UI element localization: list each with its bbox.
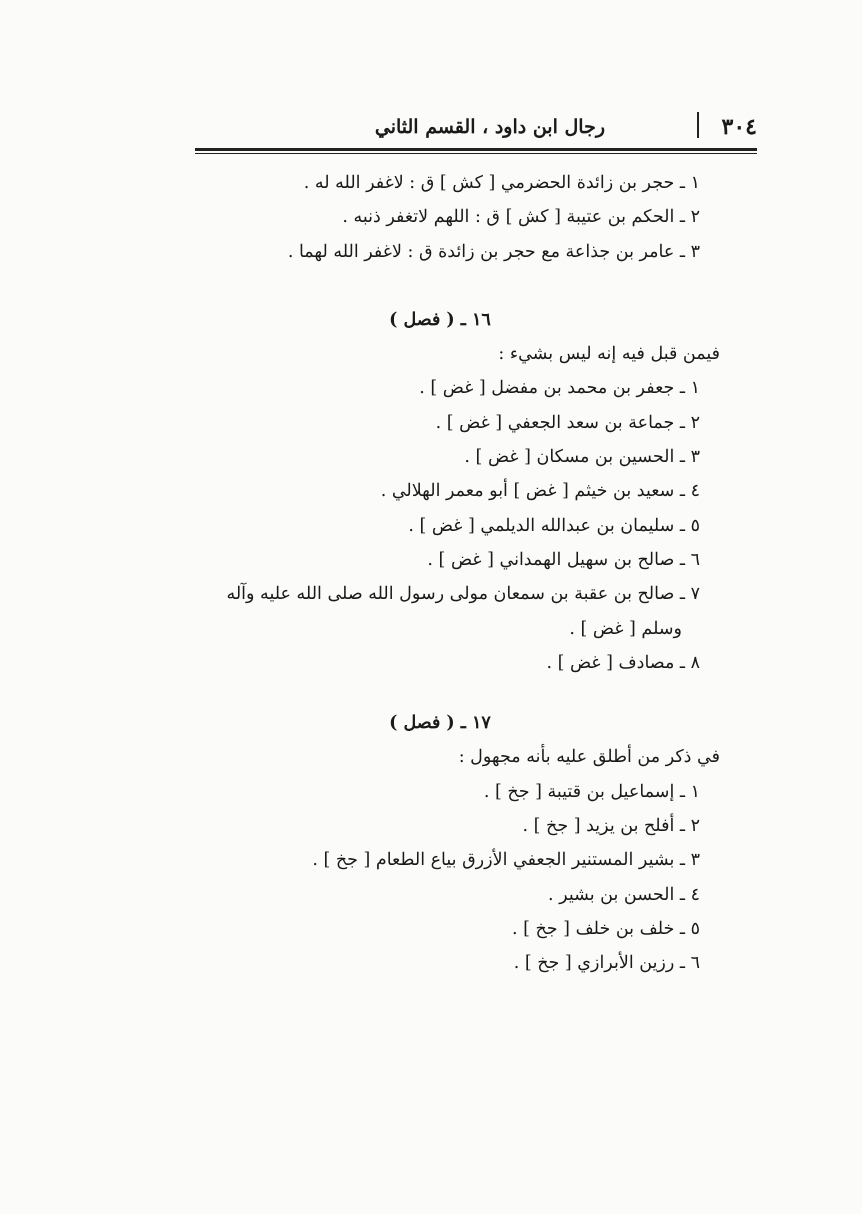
spacer bbox=[180, 269, 700, 303]
page-body bbox=[180, 166, 720, 981]
page-number: ٣٠٤ bbox=[721, 114, 757, 140]
list-item: ١ ـ حجر بن زائدة الحضرمي [ كش ] ق : لاغفر الله له . bbox=[303, 173, 700, 193]
list-item: ١ ـ إسماعيل بن قتيبة [ جخ ] . bbox=[483, 781, 700, 802]
list-item: ٢ ـ أفلح بن يزيد [ جخ ] . bbox=[522, 816, 700, 837]
list-item: ٣ ـ الحسين بن مسكان [ غض ] . bbox=[464, 447, 700, 468]
list-item: ٥ ـ خلف بن خلف [ جخ ] . bbox=[511, 918, 700, 939]
header-divider bbox=[697, 112, 699, 138]
header-rule-thin bbox=[195, 153, 757, 154]
section-17-list bbox=[180, 775, 700, 981]
list-item: ٢ ـ الحكم بن عتيبة [ كش ] ق : اللهم لاتغفر ذنبه . bbox=[342, 207, 700, 228]
list-item: ١ ـ جعفر بن محمد بن مفضل [ غض ] . bbox=[419, 378, 700, 399]
list-item: ٨ ـ مصادف [ غض ] . bbox=[546, 652, 700, 673]
list-block-1 bbox=[180, 166, 700, 269]
list-item: ٦ ـ صالح بن سهيل الهمداني [ غض ] . bbox=[427, 549, 700, 570]
header-rule-thick bbox=[195, 148, 757, 151]
page-header bbox=[195, 108, 757, 152]
section-16-heading: ١٦ ـ ( فصل ) bbox=[389, 309, 491, 330]
list-item: ٤ ـ سعيد بن خيثم [ غض ] أبو معمر الهلالي . bbox=[380, 481, 700, 502]
list-item: ٣ ـ بشير المستنير الجعفي الأزرق بياع الطعام [ جخ ] . bbox=[312, 850, 700, 871]
list-item: ٦ ـ رزين الأبرازي [ جخ ] . bbox=[513, 953, 700, 974]
section-16-intro: فيمن قبل فيه إنه ليس بشيء : bbox=[498, 344, 720, 365]
list-item: ٣ ـ عامر بن جذاعة مع حجر بن زائدة ق : لاغفر الله لهما . bbox=[287, 241, 700, 262]
list-item: ٥ ـ سليمان بن عبدالله الديلمي [ غض ] . bbox=[408, 515, 700, 536]
list-item: ٢ ـ جماعة بن سعد الجعفي [ غض ] . bbox=[435, 412, 700, 433]
spacer bbox=[180, 680, 700, 706]
section-17-heading: ١٧ ـ ( فصل ) bbox=[389, 713, 491, 734]
running-title: رجال ابن داود ، القسم الثاني bbox=[374, 116, 605, 138]
list-item-continuation: وسلم [ غض ] . bbox=[569, 618, 682, 639]
section-17-intro: في ذكر من أطلق عليه بأنه مجهول : bbox=[458, 747, 720, 768]
list-item: ٤ ـ الحسن بن بشير . bbox=[548, 884, 700, 905]
section-16-list bbox=[180, 371, 700, 680]
list-item: ٧ ـ صالح بن عقبة بن سمعان مولى رسول الله صلى الله عليه وآله bbox=[226, 584, 700, 605]
